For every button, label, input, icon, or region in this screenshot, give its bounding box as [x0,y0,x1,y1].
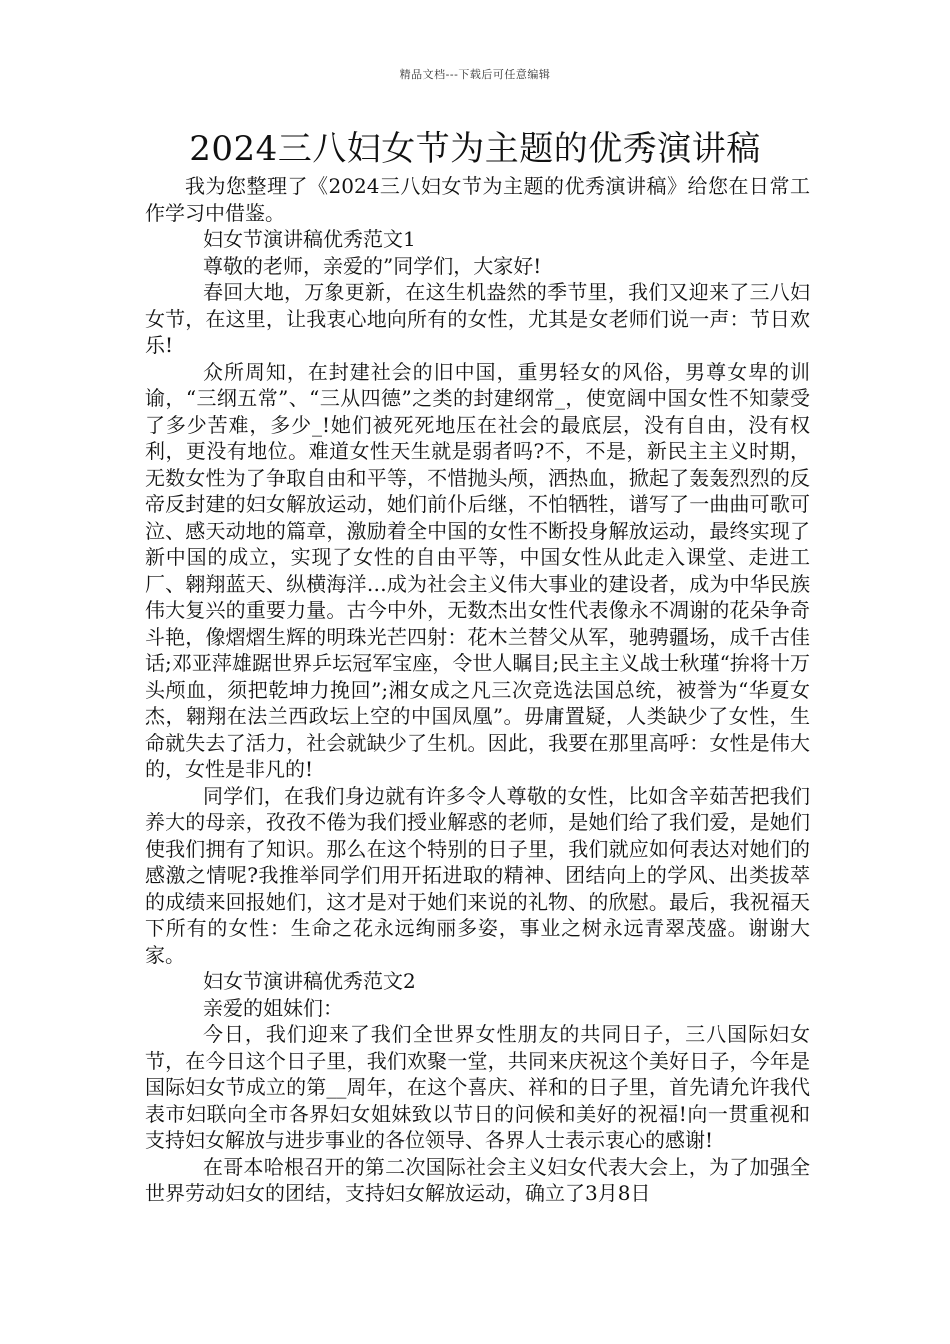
body-paragraph: 众所周知，在封建社会的旧中国，重男轻女的风俗，男尊女卑的训谕，“三纲五常”、“三从四德”之类的封建纲常_，使宽阔中国女性不知蒙受了多少苦难，多少_!她们被死死地压在社会的最底层，没有自由，没有权利，更没有地位。难道女性天生就是弱者吗?不，不是，新民主主义时期，无数女性为了争取自由和平等，不惜抛头颅，洒热血，掀起了轰轰烈烈的反帝反封建的妇女解放运动，她们前仆后继，不怕牺牲，谱写了一曲曲可歌可泣、感天动地的篇章，激励着全中国的女性不断投身解放运动，最终实现了新中国的成立，实现了女性的自由平等，中国女性从此走入课堂、走进工厂、翱翔蓝天、纵横海洋…成为社会主义伟大事业的建设者，成为中华民族伟大复兴的重要力量。古今中外，无数杰出女性代表像永不凋谢的花朵争奇斗艳，像熠熠生辉的明珠光芒四射：花木兰替父从军，驰骋疆场，成千古佳话;邓亚萍雄踞世界乒坛冠军宝座，令世人瞩目;民主主义战士秋瑾“拚将十万头颅血，须把乾坤力挽回”;湘女成之凡三次竞选法国总统，被誉为“华夏女杰，翱翔在法兰西政坛上空的中国凤凰”。毋庸置疑，人类缺少了女性，生命就失去了活力，社会就缺少了生机。因此，我要在那里高呼：女性是伟大的，女性是非凡的! [145,359,810,781]
body-paragraph: 同学们，在我们身边就有许多令人尊敬的女性，比如含辛茹苦把我们养大的母亲，孜孜不倦为我们授业解惑的老师，是她们给了我们爱，是她们使我们拥有了知识。那么在这个特别的日子里，我们就应如何表达对她们的感激之情呢?我推举同学们用开拓进取的精神、团结向上的学风、出类拔萃的成绩来回报她们，这才是对于她们来说的礼物、的欣慰。最后，我祝福天下所有的女性：生命之花永远绚丽多姿，事业之树永远青翠茂盛。谢谢大家。 [145,783,810,967]
header-note: 精品文档---下载后可任意编辑 [399,68,551,81]
body-paragraph: 今日，我们迎来了我们全世界女性朋友的共同日子，三八国际妇女节，在今日这个日子里，我们欢聚一堂，共同来庆祝这个美好日子，今年是国际妇女节成立的第__周年，在这个喜庆、祥和的日子里，首先请允许我代表市妇联向全市各界妇女姐妹致以节日的问候和美好的祝福!向一贯重视和支持妇女解放与进步事业的各位领导、各界人士表示衷心的感谢! [145,1022,810,1152]
document-title: 2024三八妇女节为主题的优秀演讲稿 [189,129,761,169]
document-body [145,173,810,1207]
greeting-paragraph: 亲爱的姐妹们： [203,995,343,1020]
section-heading-1: 妇女节演讲稿优秀范文1 [203,227,416,251]
section-heading-2: 妇女节演讲稿优秀范文2 [203,969,416,993]
body-paragraph: 春回大地，万象更新，在这生机盎然的季节里，我们又迎来了三八妇女节，在这里，让我衷心地向所有的女性，尤其是女老师们说一声：节日欢乐! [145,280,810,357]
greeting-paragraph: 尊敬的老师，亲爱的”同学们，大家好! [203,253,542,278]
intro-paragraph: 我为您整理了《2024三八妇女节为主题的优秀演讲稿》给您在日常工作学习中借鉴。 [145,174,810,225]
body-paragraph: 在哥本哈根召开的第二次国际社会主义妇女代表大会上，为了加强全世界劳动妇女的团结，支持妇女解放运动，确立了3月8日 [145,1154,810,1205]
